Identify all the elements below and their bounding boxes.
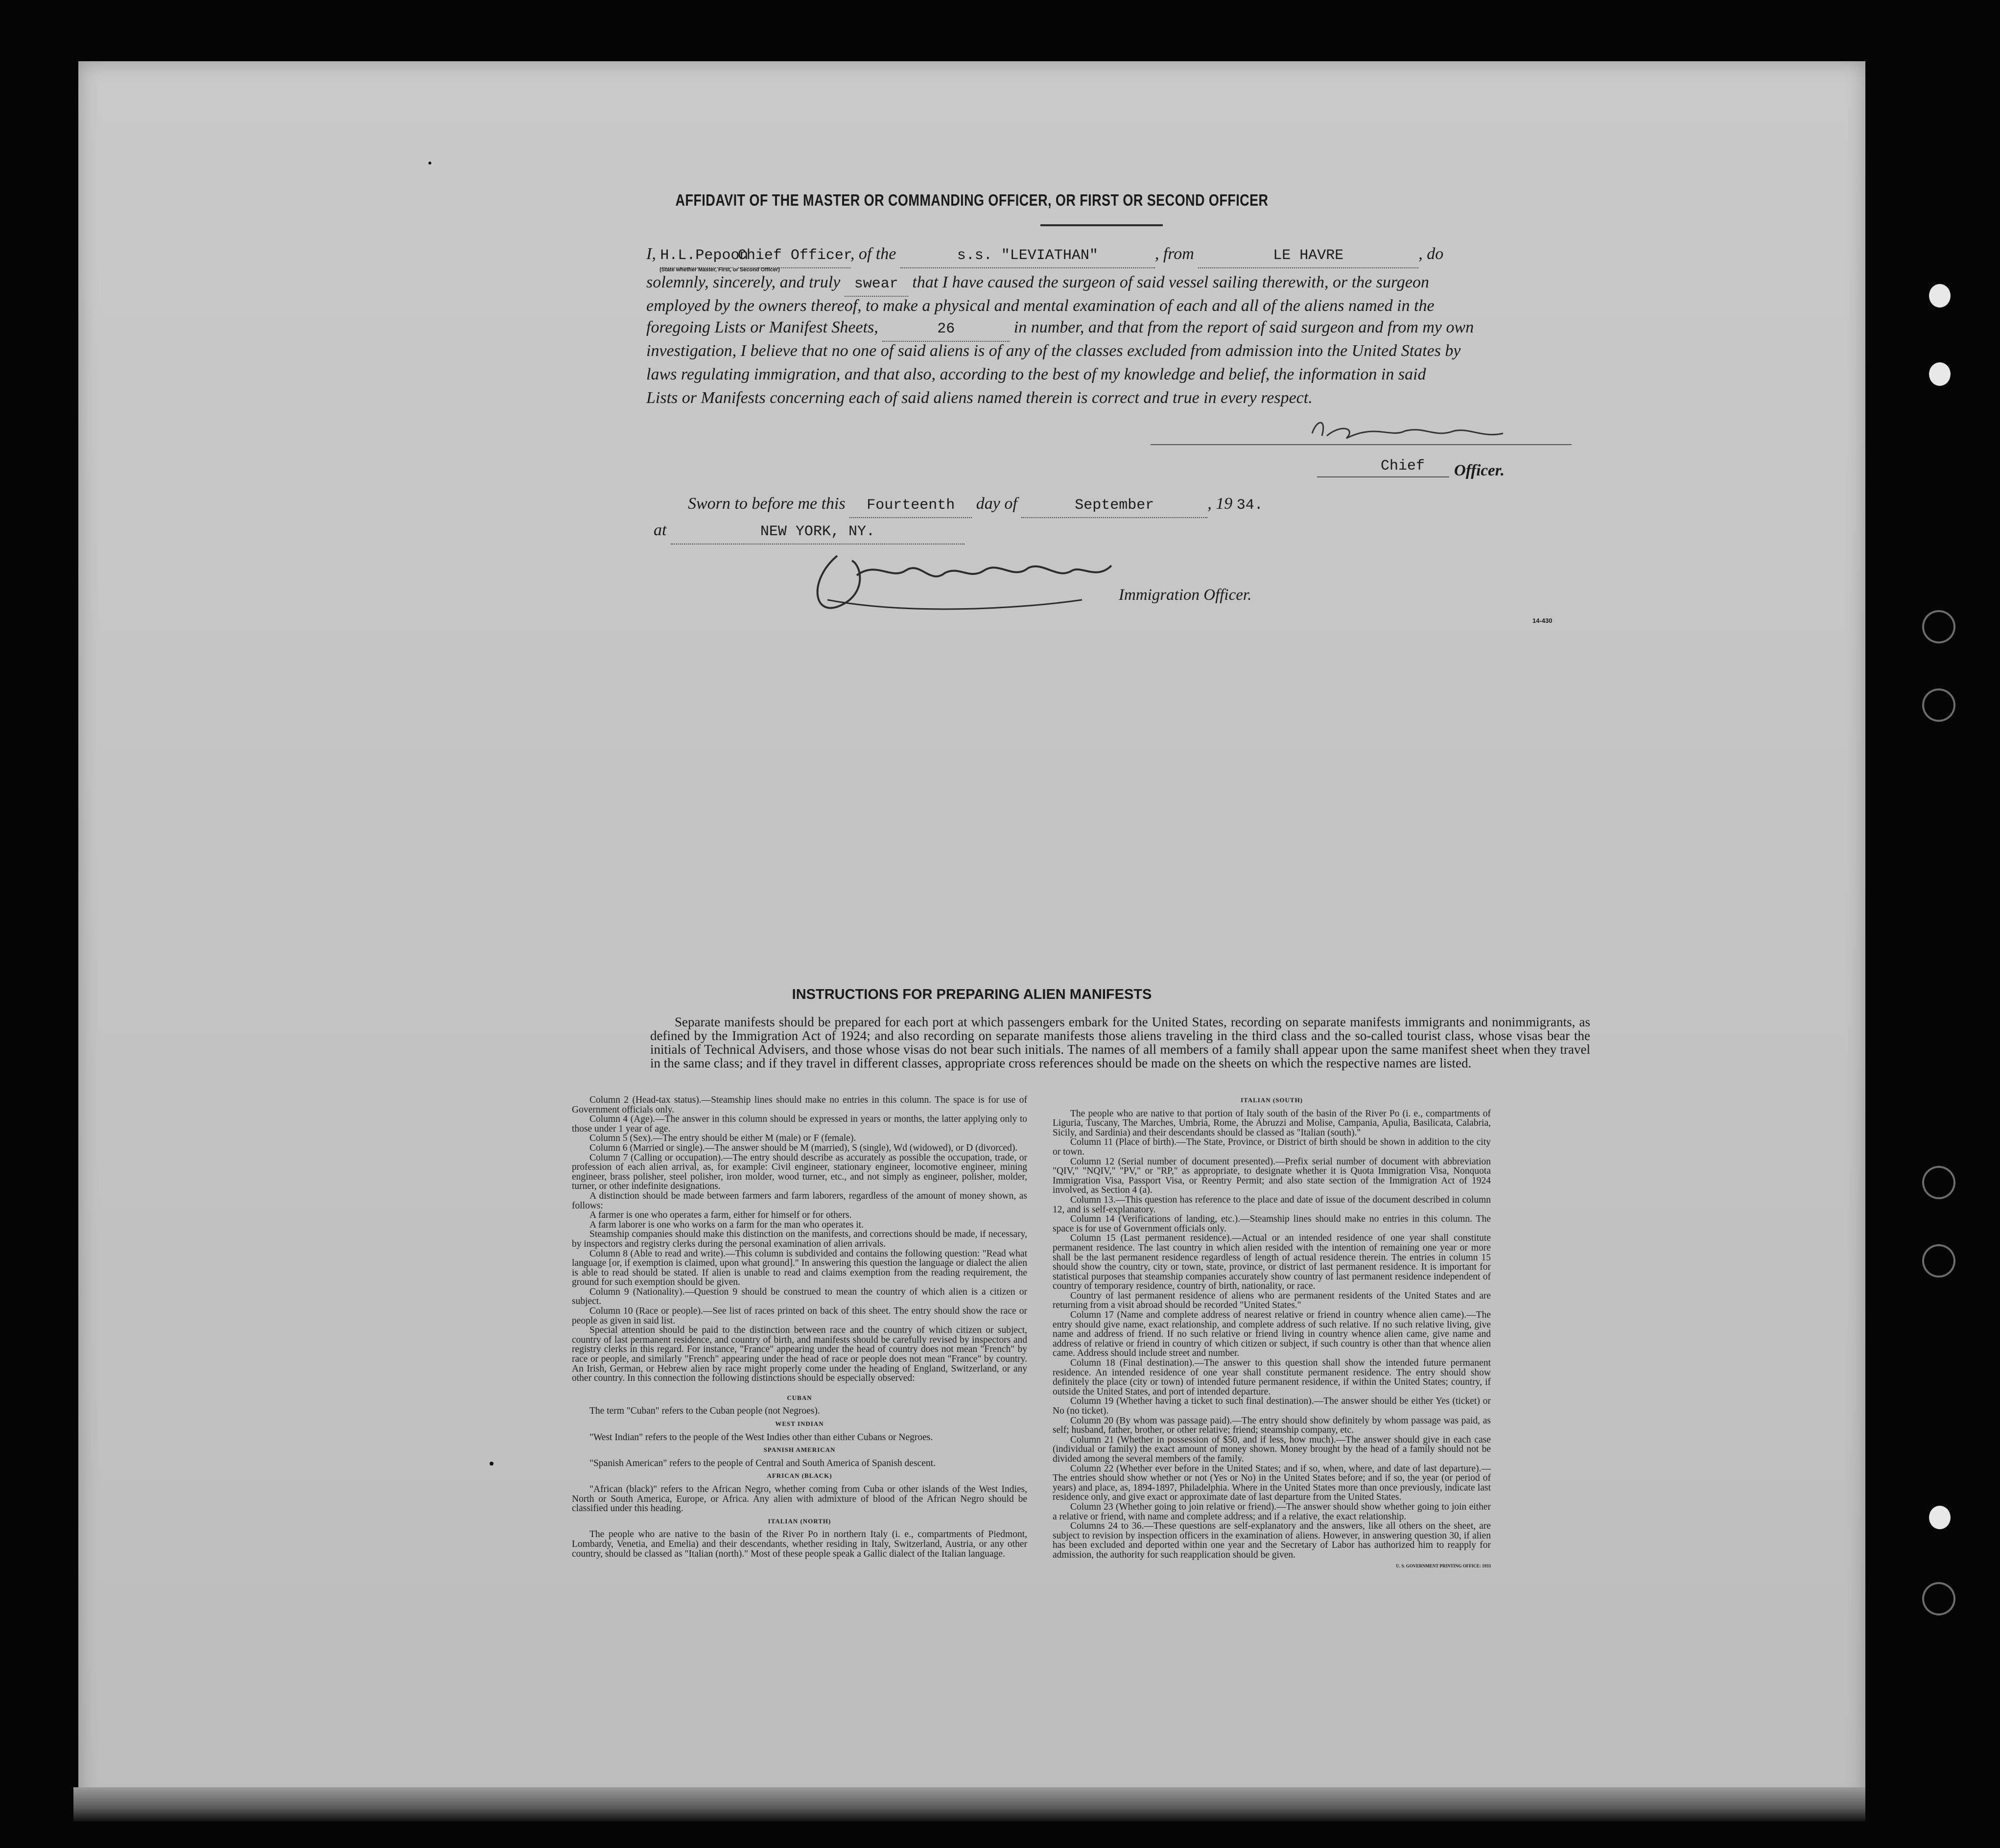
officer-word: Officer. bbox=[1454, 462, 1505, 479]
sworn-year: 34. bbox=[1236, 497, 1263, 514]
text-in-number: in number, and that from the report of said surgeon and from my own bbox=[1013, 318, 1474, 336]
left-para-7: A farm laborer is one who works on a farm for the man who operates it. bbox=[589, 1219, 864, 1230]
right-para-11: Column 21 (Whether in possession of $50, and if less, how much).—The answer should give in each case (individual or family) the exact amount of money shown. Money brought by the head of a family should not be divided among the several members of the family. bbox=[1053, 1434, 1491, 1464]
left-para-9: Column 8 (Able to read and write).—This column is subdivided and contains the following question: "Read what language [or, if exemption is claimed, upon what ground]." In answering this question the language or dialect the alien is able to read should be stated. If alien is unable to read and claims exemption from the reading requirement, the ground for such exemption should be given. bbox=[572, 1248, 1027, 1288]
left-para-0: Column 2 (Head-tax status).—Steamship lines should make no entries in this column. The space is for use of Government officials only. bbox=[572, 1095, 1027, 1115]
right-para-14: Columns 24 to 36.—These questions are self-explanatory and the answers, like all others on the sheet, are subject to revision by inspection officers in the examination of aliens. However, in answering question 30, if alien has been excluded and deported within one year and the Secretary of Labor has authorized him to reapply for admission, the authority for such reapplication should be given. bbox=[1053, 1521, 1491, 1560]
text-19: , 19 bbox=[1207, 495, 1233, 513]
text-from: , from bbox=[1154, 245, 1194, 263]
left-para-8: Steamship companies should make this distinction on the manifests, and corrections should be made, if necessary, by inspectors and registry clerks during the personal examination of alien arrivals. bbox=[572, 1229, 1027, 1249]
punch-hole bbox=[1924, 1246, 1953, 1276]
vessel-name: s.s. "LEVIATHAN" bbox=[900, 244, 1155, 268]
instructions-right-column bbox=[1053, 1095, 1491, 1571]
speck bbox=[428, 162, 431, 165]
punch-hole bbox=[1929, 1506, 1951, 1529]
officer-name: H.L.Pepoon bbox=[660, 244, 733, 268]
text-foregoing: foregoing Lists or Manifest Sheets, bbox=[646, 318, 878, 336]
affidavit-line-1 bbox=[646, 242, 1591, 268]
text-sworn: Sworn to before me this bbox=[688, 495, 846, 513]
text-at: at bbox=[654, 521, 667, 539]
oath-word: swear bbox=[845, 272, 908, 297]
manifest-sheet bbox=[78, 61, 1865, 1804]
officer-signature bbox=[1229, 414, 1572, 448]
right-para-1: Column 11 (Place of birth).—The State, Province, or District of birth should be shown in addition to the city or town. bbox=[1053, 1137, 1491, 1157]
spacer bbox=[1038, 524, 1395, 525]
text-spanish-american: "Spanish American" refers to the people of Central and South America of Spanish descent. bbox=[589, 1458, 936, 1469]
sworn-place: NEW YORK, NY. bbox=[671, 520, 965, 545]
officer-rank: Chief Officer bbox=[738, 244, 850, 268]
heading-west-indian: WEST INDIAN bbox=[775, 1420, 824, 1427]
right-para-10: Column 20 (By whom was passage paid).—The entry should show definitely by whom passage was paid, as self; husband, father, brother, or other relative; friend; steamship company, etc. bbox=[1053, 1415, 1491, 1436]
text-surgeon: that I have caused the surgeon of said vessel sailing therewith, or the surgeon bbox=[912, 273, 1430, 291]
printer-mark: U. S. GOVERNMENT PRINTING OFFICE: 1933 bbox=[1396, 1563, 1491, 1568]
right-para-9: Column 19 (Whether having a ticket to such final destination).—The answer should be either Yes (ticket) or No (no ticket). bbox=[1053, 1396, 1491, 1416]
officer-signature-line bbox=[1151, 444, 1572, 445]
left-para-10: Column 9 (Nationality).—Question 9 should be construed to mean the country of which alien is a citizen or subject. bbox=[572, 1286, 1027, 1307]
affidavit-line-4 bbox=[646, 316, 1591, 342]
right-para-0: The people who are native to that portion of Italy south of the basin of the River Po (i. e., compartments of Liguria, Tuscany, The Marches, Umbria, Rome, the Abruzzi and Molise, Campania, Apulia, Basilicata, Calabria, Sicily, and Sardinia) and their descendants should be classed as "Italian (south)." bbox=[1053, 1108, 1491, 1138]
sworn-month: September bbox=[1021, 494, 1207, 518]
punch-hole bbox=[1924, 1584, 1953, 1613]
speck bbox=[490, 1462, 494, 1466]
sworn-line bbox=[688, 492, 1633, 518]
right-para-8: Column 18 (Final destination).—The answer to this question shall show the intended future permanent residence. An intended residence of one year shall constitute permanent residence. The entry should show definitely the place (city or town) of intended future permanent residence, if within the United States; country, if outside the United States, and port of intended departure. bbox=[1053, 1358, 1491, 1397]
affidavit-line-5: investigation, I believe that no one of said aliens is of any of the classes excluded from admission into the United States by bbox=[646, 342, 1461, 360]
heading-african: AFRICAN (BLACK) bbox=[767, 1472, 832, 1480]
left-para-11: Column 10 (Race or people).—See list of races printed on back of this sheet. The entry should show the race or people as given in said list. bbox=[572, 1306, 1027, 1326]
right-para-13: Column 23 (Whether going to join relative or friend).—The answer should show whether going to join either a relative or friend, with name and complete address; and if a relative, the exact relationship. bbox=[1053, 1501, 1491, 1522]
text-solemnly: solemnly, sincerely, and truly bbox=[646, 273, 841, 291]
left-para-4: Column 7 (Calling or occupation).—The entry should describe as accurately as possible the occupation, trade, or profession of each alien arrival, as, for example: Civil engineer, stationary engineer, locomotive engineer, mining engineer, brass polisher, steel polisher, iron molder, wood turner, etc., and not simply as engineer, polisher, molder, turner, or other indefinite designations. bbox=[572, 1152, 1027, 1192]
right-para-5: Column 15 (Last permanent residence).—Actual or an intended residence of one year shall constitute permanent residence. The last country in which alien resided with the intention of remaining one year or more shall be the last permanent residence regardless of length of actual residence therein. The entries in column 15 should show the country, city or town, state, province, or district of last permanent residence. It is important for statistical purposes that steamship companies accurately show country of last permanent residence independent of country of temporary residence, country of birth, nationality, or race. bbox=[1053, 1233, 1491, 1292]
punch-hole bbox=[1924, 1168, 1953, 1197]
punch-hole bbox=[1924, 612, 1953, 641]
signer-rank: Chief bbox=[1381, 458, 1425, 474]
affidavit-title: AFFIDAVIT OF THE MASTER OR COMMANDING OFFICER, OR FIRST OR SECOND OFFICER bbox=[675, 191, 1269, 209]
instructions-left-column bbox=[572, 1095, 1027, 1559]
text-of-the: , of the bbox=[850, 245, 896, 263]
rank-signature-line bbox=[1317, 476, 1449, 477]
affidavit-line-7: Lists or Manifests concerning each of said aliens named therein is correct and true in every respect. bbox=[646, 389, 1313, 407]
rank-caption: (State whether Master, First, or Second Officer) bbox=[659, 267, 780, 273]
text-italian-north: The people who are native to the basin of the River Po in northern Italy (i. e., compartments of Piedmont, Lombardy, Venetia, and Emelia) and their descendants, whether residing in Italy, Switzerland, Austria, or any other country, should be classed as "Italian (north)." Most of these people speak a Gallic dialect of the Italian language. bbox=[572, 1529, 1027, 1559]
left-para-6: A farmer is one who operates a farm, either for himself or for others. bbox=[589, 1210, 852, 1221]
title-underline bbox=[1040, 224, 1163, 226]
right-para-3: Column 13.—This question has reference to the place and date of issue of the document described in column 12, and is self-explanatory. bbox=[1053, 1194, 1491, 1215]
left-para-12: Special attention should be paid to the distinction between race and the country of which citizen or subject, country of last permanent residence, and country of birth, and manifests should be carefully revised by inspectors and registry clerks in this regard. For instance, "France" appearing under the head of country does not mean "French" by race or people, and similarly "French" appearing under the head of race or people does not mean "France" by country. An Irish, German, or Hebrew alien by race might properly come under the heading of England, Switzerland, or any other country. In this connection the following distinctions should be especially observed: bbox=[572, 1325, 1027, 1384]
heading-italian-north: ITALIAN (NORTH) bbox=[768, 1517, 831, 1525]
text-african: "African (black)" refers to the African Negro, whether coming from Cuba or other islands of the West Indies, North or South America, Europe, or Africa. Any alien with admixture of blood of the African Negro should be classified under this heading. bbox=[572, 1484, 1027, 1514]
left-para-3: Column 6 (Married or single).—The answer should be M (married), S (single), Wd (widowed), or D (divorced). bbox=[589, 1142, 1018, 1153]
sworn-place-line bbox=[654, 519, 1599, 545]
punch-hole bbox=[1929, 284, 1951, 308]
immigration-officer-signature bbox=[808, 546, 1160, 629]
instructions-title: INSTRUCTIONS FOR PREPARING ALIEN MANIFESTS bbox=[792, 987, 1152, 1002]
affidavit-line-2 bbox=[646, 271, 1591, 297]
text-cuban: The term "Cuban" refers to the Cuban people (not Negroes). bbox=[589, 1406, 820, 1417]
sworn-day: Fourteenth bbox=[849, 494, 972, 518]
affidavit-line-6: laws regulating immigration, and that also, according to the best of my knowledge and belief, the information in said bbox=[646, 365, 1426, 383]
right-para-6: Country of last permanent residence of aliens who are permanent residents of the United States and are returning from a visit abroad should be recorded "United States." bbox=[1053, 1290, 1491, 1311]
form-number: 14-430 bbox=[1532, 617, 1553, 624]
affidavit-line-3: employed by the owners thereof, to make a physical and mental examination of each and all of the aliens named in the bbox=[646, 297, 1435, 315]
punch-hole bbox=[1929, 362, 1951, 386]
heading-spanish-american: SPANISH AMERICAN bbox=[763, 1446, 836, 1454]
departure-port: LE HAVRE bbox=[1198, 244, 1418, 268]
heading-italian-south: ITALIAN (SOUTH) bbox=[1240, 1096, 1303, 1104]
text-do: , do bbox=[1418, 245, 1444, 263]
affidavit-i: I, bbox=[646, 245, 656, 263]
instructions-intro: Separate manifests should be prepared for each port at which passengers embark for the United States, recording on separate manifests immigrants and nonimmigrants, as defined by the Immigration Act of 1924; and also recording on separate manifests those aliens traveling in the third class and the so-called tourist class, whose visas bear the initials of Technical Advisers, and those whose visas do not bear such initials. The names of all members of a family shall appear upon the same manifest sheet when they travel in the same class; and if they travel in different classes, appropriate cross references should be made on the sheets on which the respective names are listed. bbox=[650, 1015, 1590, 1070]
left-para-1: Column 4 (Age).—The answer in this column should be expressed in years or months, the latter applying only to those under 1 year of age. bbox=[572, 1114, 1027, 1134]
printer-mark-row bbox=[1053, 1560, 1491, 1571]
heading-cuban: CUBAN bbox=[787, 1394, 812, 1401]
right-para-2: Column 12 (Serial number of document presented).—Prefix serial number of document with abbreviation "QIV," "NQIV," "PV," or "RP," as appropriate, to designate whether it is Quota Immigration Visa, Nonquota Immigration Visa, Passport Visa, or Reentry Permit; and also state section of the Immigration Act of 1924 involved, as Section 4 (a). bbox=[1053, 1156, 1491, 1196]
right-para-12: Column 22 (Whether ever before in the United States; and if so, when, where, and date of last departure).—The entries should show whether or not (Yes or No) in the United States before; and if so, the year (or period of years) and place, as, 1894-1897, Philadelphia. Where in the United States more than once previously, indicate last residence only, and give exact or approximate date of last departure from the United States. bbox=[1053, 1463, 1491, 1503]
sheet-count: 26 bbox=[882, 317, 1010, 342]
sheet-edge bbox=[73, 1787, 1865, 1822]
text-day-of: day of bbox=[976, 495, 1017, 513]
left-para-5: A distinction should be made between farmers and farm laborers, regardless of the amount of money shown, as follows: bbox=[572, 1190, 1027, 1211]
right-para-4: Column 14 (Verifications of landing, etc.).—Steamship lines should make no entries in this column. The space is for use of Government officials only. bbox=[1053, 1214, 1491, 1234]
punch-hole bbox=[1924, 690, 1953, 720]
text-west-indian: "West Indian" refers to the people of the West Indies other than either Cubans or Negroes. bbox=[589, 1432, 933, 1443]
immigration-officer-label: Immigration Officer. bbox=[1119, 586, 1252, 604]
right-para-7: Column 17 (Name and complete address of nearest relative or friend in country whence alien came).—The entry should give name, exact relationship, and complete address of such relative. If no such relative living, give name and address of friend. If no such relative or friend living in country whence alien came, give name and address of relative or friend in country of which citizen or subject, if such country is other than that whence alien came. Address should include street and number. bbox=[1053, 1310, 1491, 1359]
left-para-2: Column 5 (Sex).—The entry should be either M (male) or F (female). bbox=[589, 1133, 856, 1144]
